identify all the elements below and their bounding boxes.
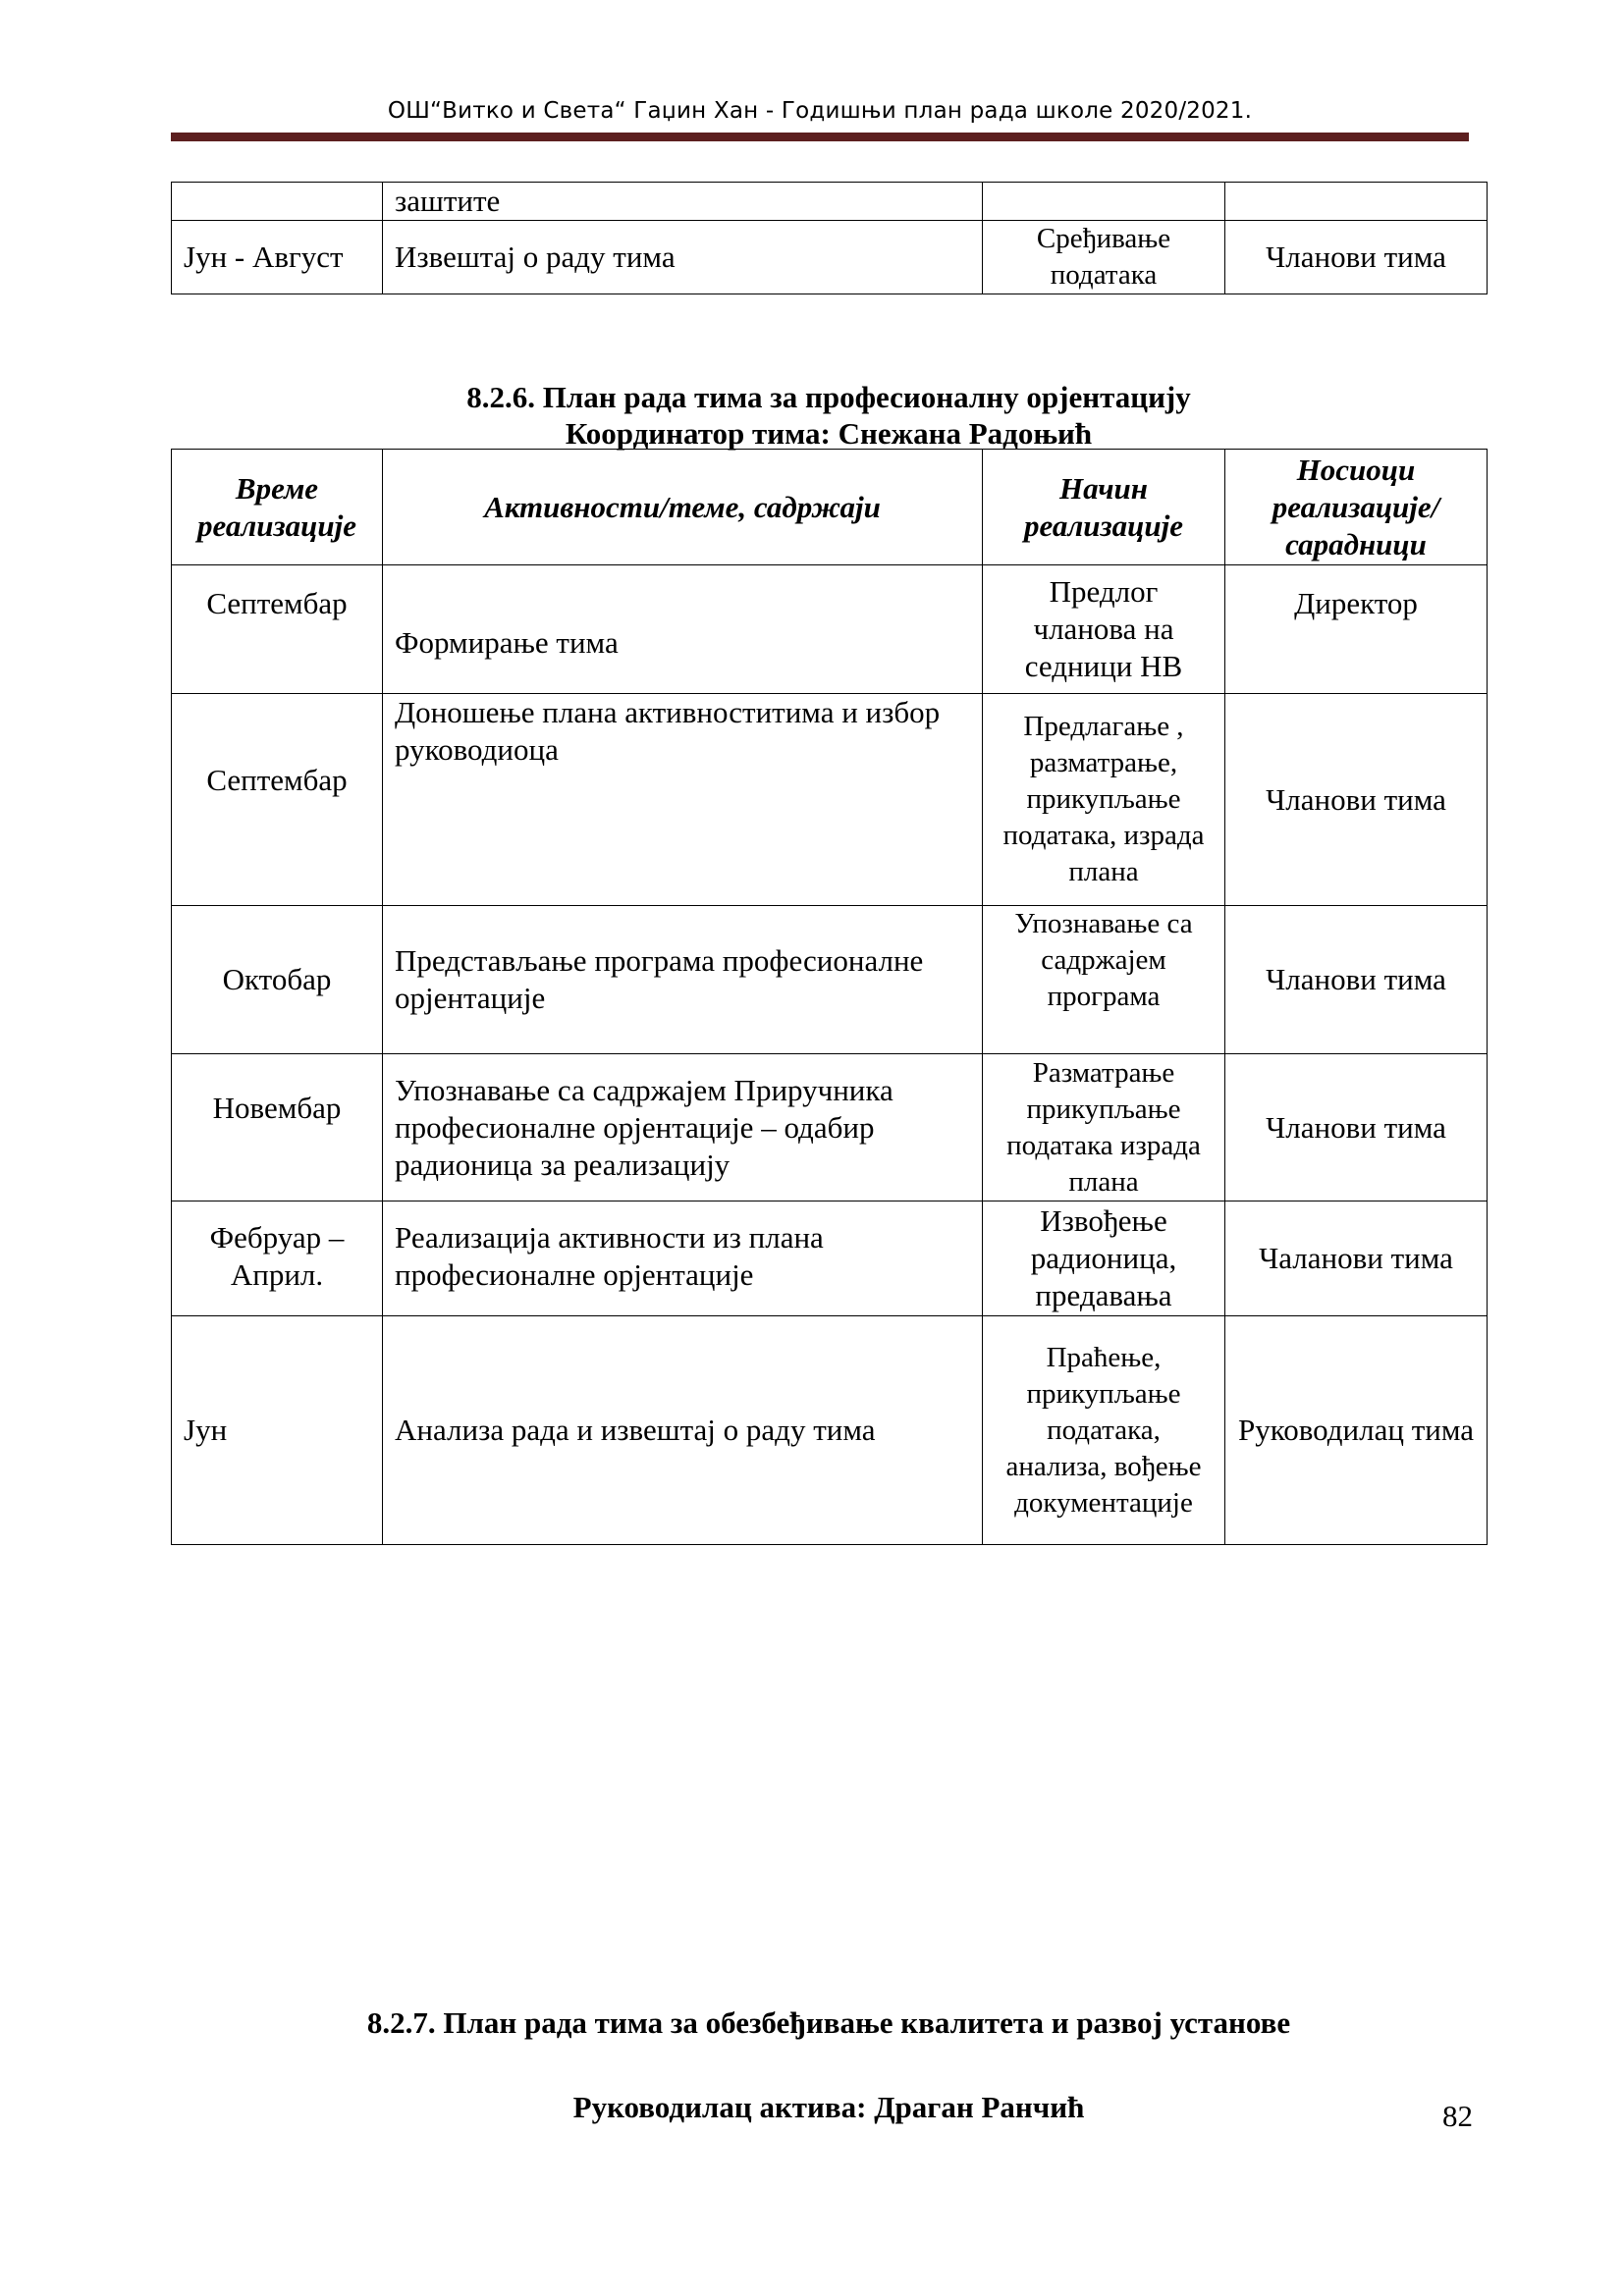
leader-line: Руководилац актива: Драган Ранчић bbox=[572, 2090, 1085, 2124]
method-cell: Предлагање , разматрање, прикупљање података, израда плана bbox=[983, 694, 1225, 906]
table-row bbox=[172, 1054, 1488, 1201]
continuation-table bbox=[171, 182, 1488, 294]
table-row bbox=[172, 906, 1488, 1054]
activity-cell: заштите bbox=[383, 183, 983, 221]
carriers-cell bbox=[1225, 183, 1488, 221]
carriers-cell: Чланови тима bbox=[1225, 221, 1488, 294]
carriers-cell: Руководилац тима bbox=[1225, 1316, 1488, 1545]
time-cell: Фебруар – Април. bbox=[172, 1201, 383, 1316]
method-cell: Сређивање података bbox=[983, 221, 1225, 294]
column-header-method: Начин реализације bbox=[983, 450, 1225, 565]
activity-cell: Извештај о раду тима bbox=[383, 221, 983, 294]
table-row bbox=[172, 221, 1488, 294]
activity-cell: Доношење плана активноститима и избор руководиоца bbox=[383, 694, 983, 906]
table-row bbox=[172, 183, 1488, 221]
activity-cell: Анализа рада и извештај о раду тима bbox=[383, 1316, 983, 1545]
activity-cell: Представљање програма професионалне орјентације bbox=[383, 906, 983, 1054]
carriers-cell: Директор bbox=[1225, 565, 1488, 694]
time-cell: Јун bbox=[172, 1316, 383, 1545]
activity-cell: Реализација активности из плана професионалне орјентације bbox=[383, 1201, 983, 1316]
section-title: 8.2.6. План рада тима за професионалну орјентацију bbox=[466, 380, 1191, 414]
column-header-time: Време реализације bbox=[172, 450, 383, 565]
page-number: 82 bbox=[1442, 2099, 1473, 2133]
header-rule bbox=[171, 133, 1469, 141]
carriers-cell: Чланови тима bbox=[1225, 1054, 1488, 1201]
method-cell: Предлог чланова на седници НВ bbox=[983, 565, 1225, 694]
table-row bbox=[172, 565, 1488, 694]
activity-cell: Формирање тима bbox=[383, 565, 983, 694]
plan-table bbox=[171, 449, 1488, 1545]
method-cell: Праћење, прикупљање података, анализа, вођење документације bbox=[983, 1316, 1225, 1545]
coordinator-line: Координатор тима: Снежана Радоњић bbox=[565, 416, 1093, 451]
column-header-activity: Активности/теме, садржаји bbox=[383, 450, 983, 565]
section-title: 8.2.7. План рада тима за обезбеђивање квалитета и развој установе bbox=[366, 2005, 1291, 2040]
table-header-row bbox=[172, 450, 1488, 565]
table-row bbox=[172, 1316, 1488, 1545]
carriers-cell: Чаланови тима bbox=[1225, 1201, 1488, 1316]
time-cell: Јун - Август bbox=[172, 221, 383, 294]
carriers-cell: Чланови тима bbox=[1225, 906, 1488, 1054]
column-header-carriers: Носиоци реализације/ сарадници bbox=[1225, 450, 1488, 565]
time-cell bbox=[172, 183, 383, 221]
table-row bbox=[172, 694, 1488, 906]
method-cell: Разматрање прикупљање података израда плана bbox=[983, 1054, 1225, 1201]
method-cell: Упознавање са садржајем програма bbox=[983, 906, 1225, 1054]
time-cell: Новембар bbox=[172, 1054, 383, 1201]
method-cell bbox=[983, 183, 1225, 221]
running-header: ОШ“Витко и Света“ Гаџин Хан - Годишњи план рада школе 2020/2021. bbox=[387, 98, 1253, 124]
time-cell: Октобар bbox=[172, 906, 383, 1054]
table-row bbox=[172, 1201, 1488, 1316]
carriers-cell: Чланови тима bbox=[1225, 694, 1488, 906]
time-cell: Септембар bbox=[172, 694, 383, 906]
activity-cell: Упознавање са садржајем Приручника професионалне орјентације – одабир радионица за реализацију bbox=[383, 1054, 983, 1201]
time-cell: Септембар bbox=[172, 565, 383, 694]
method-cell: Извођење радионица, предавања bbox=[983, 1201, 1225, 1316]
